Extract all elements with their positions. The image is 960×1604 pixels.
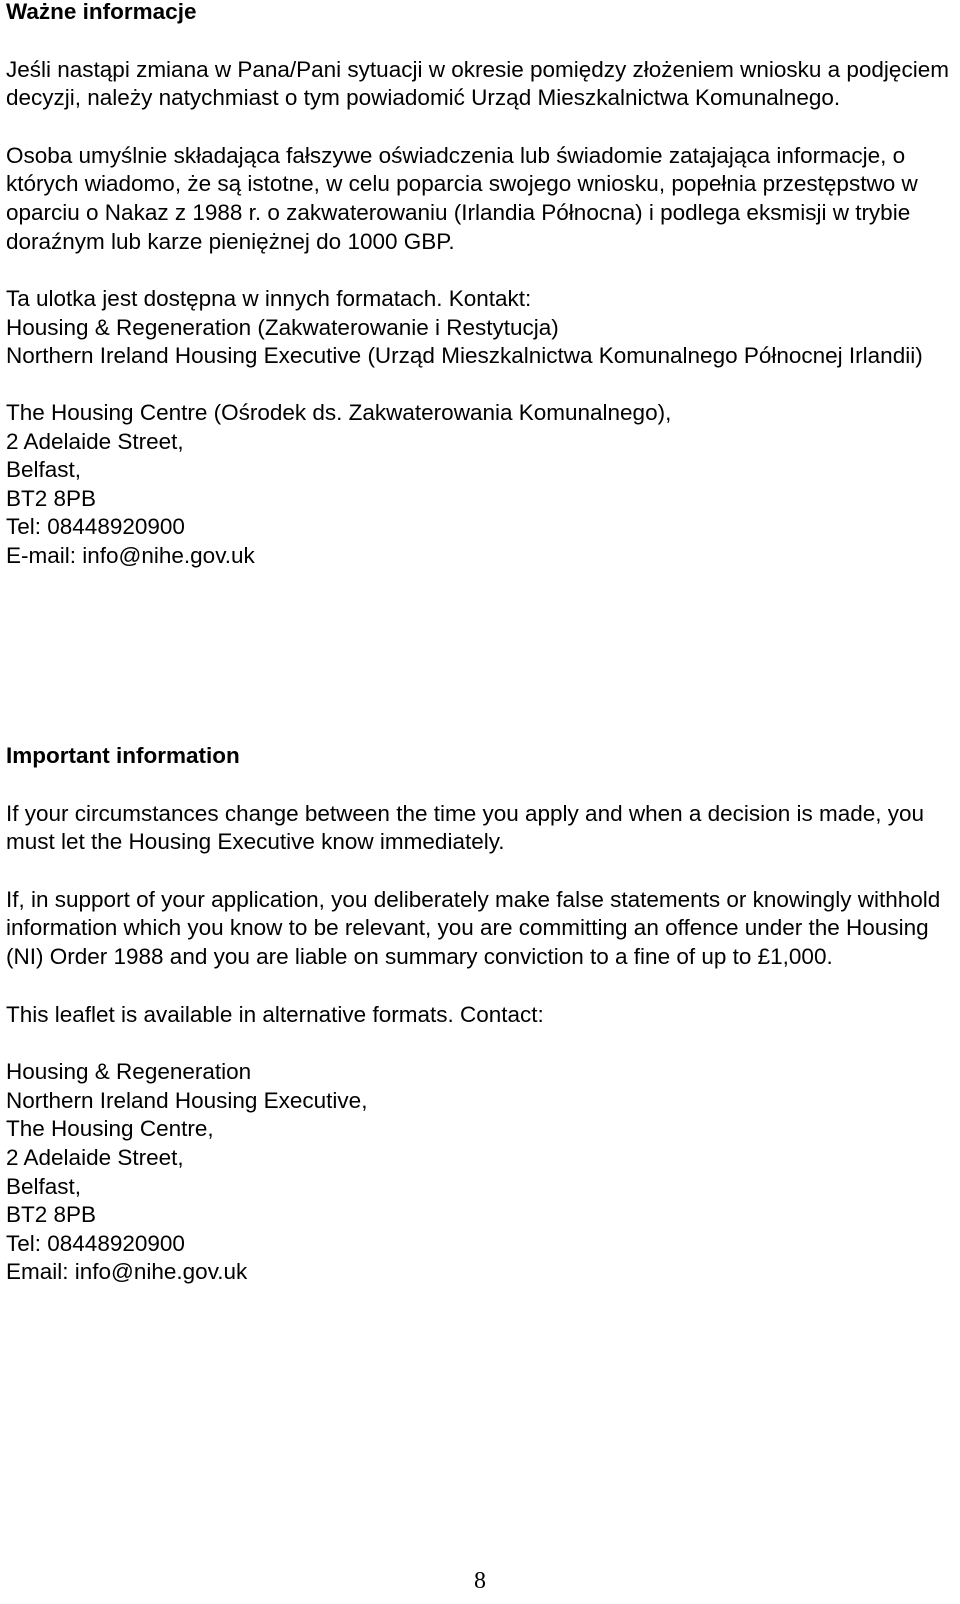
- polish-section: [6, 0, 956, 571]
- address-line: Northern Ireland Housing Executive,: [6, 1087, 368, 1113]
- polish-paragraph-change-notice: Jeśli nastąpi zmiana w Pana/Pani sytuacji w okresie pomiędzy złożeniem wniosku a podjęciem decyzji, należy natychmiast o tym powiadomić Urząd Mieszkalnictwa Komunalnego.: [6, 56, 949, 111]
- polish-contact-line: Housing & Regeneration (Zakwaterowanie i Restytucja): [6, 314, 559, 340]
- address-line: BT2 8PB: [6, 1202, 97, 1228]
- polish-heading: Ważne informacje: [6, 0, 197, 24]
- english-paragraph-change-notice: If your circumstances change between the time you apply and when a decision is made, you must let the Housing Executive know immediately.: [6, 800, 925, 855]
- english-paragraph-false-statements: If, in support of your application, you deliberately make false statements or knowingly withhold information which you know to be relevant, you are committing an offence under the Housing (NI) Order 1988 and you are liable on summary conviction to a fine of up to £1,000.: [6, 886, 941, 969]
- page-number: 8: [474, 1568, 486, 1594]
- email-line: E-mail: info@nihe.gov.uk: [6, 542, 255, 568]
- english-heading: Important information: [6, 743, 240, 768]
- address-line: Housing & Regeneration: [6, 1059, 252, 1085]
- address-line: BT2 8PB: [6, 485, 97, 511]
- polish-address-block: [6, 399, 956, 571]
- phone-line: Tel: 08448920900: [6, 514, 185, 540]
- polish-formats-line: Ta ulotka jest dostępna w innych formatach. Kontakt:: [6, 286, 532, 312]
- email-line: Email: info@nihe.gov.uk: [6, 1259, 248, 1285]
- address-line: The Housing Centre,: [6, 1116, 214, 1142]
- address-line: Belfast,: [6, 1173, 82, 1199]
- english-address-block: [6, 1058, 956, 1287]
- address-line: 2 Adelaide Street,: [6, 1144, 184, 1170]
- english-formats-line: This leaflet is available in alternative formats. Contact:: [6, 1001, 544, 1027]
- english-section: [6, 742, 956, 1287]
- polish-paragraph-false-statements: Osoba umyślnie składająca fałszywe oświadczenia lub świadomie zatajająca informacje, o których wiadomo, że są istotne, w celu poparcia swojego wniosku, popełnia przestępstwo w oparciu o Nakaz z 1988 r. o zakwaterowaniu (Irlandia Północna) i podlega eksmisji w trybie doraźnym lub karze pieniężnej do 1000 GBP.: [6, 142, 918, 254]
- address-line: The Housing Centre (Ośrodek ds. Zakwaterowania Komunalnego),: [6, 399, 672, 425]
- address-line: 2 Adelaide Street,: [6, 428, 184, 454]
- polish-contact-line: Northern Ireland Housing Executive (Urząd Mieszkalnictwa Komunalnego Północnej Irlandii): [6, 343, 923, 369]
- phone-line: Tel: 08448920900: [6, 1230, 185, 1256]
- address-line: Belfast,: [6, 457, 82, 483]
- polish-contact-block: [6, 285, 956, 371]
